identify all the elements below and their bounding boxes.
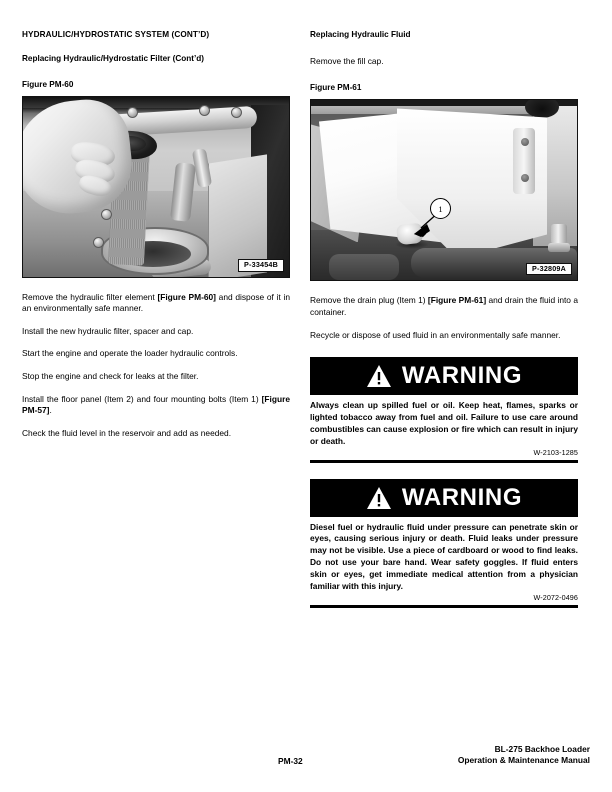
photo-bolt-3 (231, 107, 242, 118)
footer-page-number: PM-32 (278, 756, 303, 766)
warning-block-1 (310, 357, 578, 462)
warning-body-2: Diesel fuel or hydraulic fluid under pressure can penetrate skin or eyes, causing serious injury or death. Fluid leaks under pressure may not be visible. Use a piece of cardboard or wood to find leaks. Do not use your bare hand. Wear safety goggles. If fluid enters skin or eyes, get immediate medical attention from a physician familiar with this injury. (310, 521, 578, 591)
two-column-layout (22, 30, 578, 608)
left-paragraph-3: Start the engine and operate the loader hydraulic controls. (22, 348, 238, 359)
photo-bolt-1 (127, 107, 138, 118)
figure-pm60-id-label: P-33454B (238, 259, 284, 272)
footer-manual-line-1: BL-275 Backhoe Loader (494, 743, 590, 754)
warning-block-2 (310, 479, 578, 608)
photo-bolt-4 (101, 209, 112, 220)
left-paragraph-1: Remove the hydraulic filter element [Figure PM-60] and dispose of it in an environmentally safe manner. (22, 291, 290, 314)
page-title: HYDRAULIC/HYDROSTATIC SYSTEM (CONT’D) (22, 30, 210, 39)
figure-label-pm60: Figure PM-60 (22, 79, 74, 89)
photo-bolt-2 (199, 105, 210, 116)
warning-rule-1 (310, 460, 578, 462)
footer-manual-title (458, 744, 590, 766)
footer-manual-line-2: Operation & Maintenance Manual (457, 754, 590, 765)
callout-leader-line (311, 100, 577, 280)
right-paragraph-2: Recycle or dispose of used fluid in an environmentally safe manner. (310, 329, 561, 340)
warning-title-2: WARNING (401, 483, 523, 511)
warning-id-2: W-2072-0496 (533, 593, 578, 603)
right-column (310, 30, 578, 608)
warning-triangle-icon (366, 486, 392, 510)
warning-title-1: WARNING (401, 362, 523, 390)
figure-ref-pm60: [Figure PM-60] (157, 291, 216, 302)
left-paragraph-5: Install the floor panel (Item 2) and four mounting bolts (Item 1) [Figure PM-57]. (22, 393, 290, 416)
warning-banner-1 (310, 357, 578, 395)
right-intro-line: Remove the fill cap. (310, 55, 384, 66)
callout-1: 1 (430, 198, 451, 219)
warning-banner-2 (310, 479, 578, 517)
warning-body-1: Always clean up spilled fuel or oil. Keep heat, flames, sparks or lighted tobacco away from fuel and oil. Failure to use care around combustibles can cause explosion or fire which can result in injury or death. (310, 400, 578, 446)
left-paragraph-4: Stop the engine and check for leaks at the filter. (22, 371, 199, 382)
figure-label-pm61: Figure PM-61 (310, 83, 362, 93)
figure-ref-pm61: [Figure PM-61] (427, 295, 487, 306)
figure-ref-pm57: [Figure PM-57] (22, 393, 290, 416)
right-subsection-title: Replacing Hydraulic Fluid (310, 30, 411, 39)
left-paragraph-6: Check the fluid level in the reservoir and add as needed. (22, 427, 232, 438)
figure-pm60-photo (22, 96, 290, 278)
warning-triangle-icon (366, 364, 392, 388)
figure-pm61-id-label: P-32809A (526, 263, 572, 276)
warning-rule-2 (310, 605, 578, 607)
right-paragraph-1: Remove the drain plug (Item 1) [Figure PM-61] and drain the fluid into a container. (310, 295, 578, 318)
left-paragraph-2: Install the new hydraulic filter, spacer and cap. (22, 325, 194, 336)
left-column (22, 30, 290, 608)
warning-id-1: W-2103-1285 (533, 448, 578, 458)
page-footer (22, 744, 590, 766)
figure-pm61-photo (310, 99, 578, 281)
photo-bolt-5 (93, 237, 104, 248)
left-subsection-title: Replacing Hydraulic/Hydrostatic Filter (Cont’d) (22, 53, 204, 63)
